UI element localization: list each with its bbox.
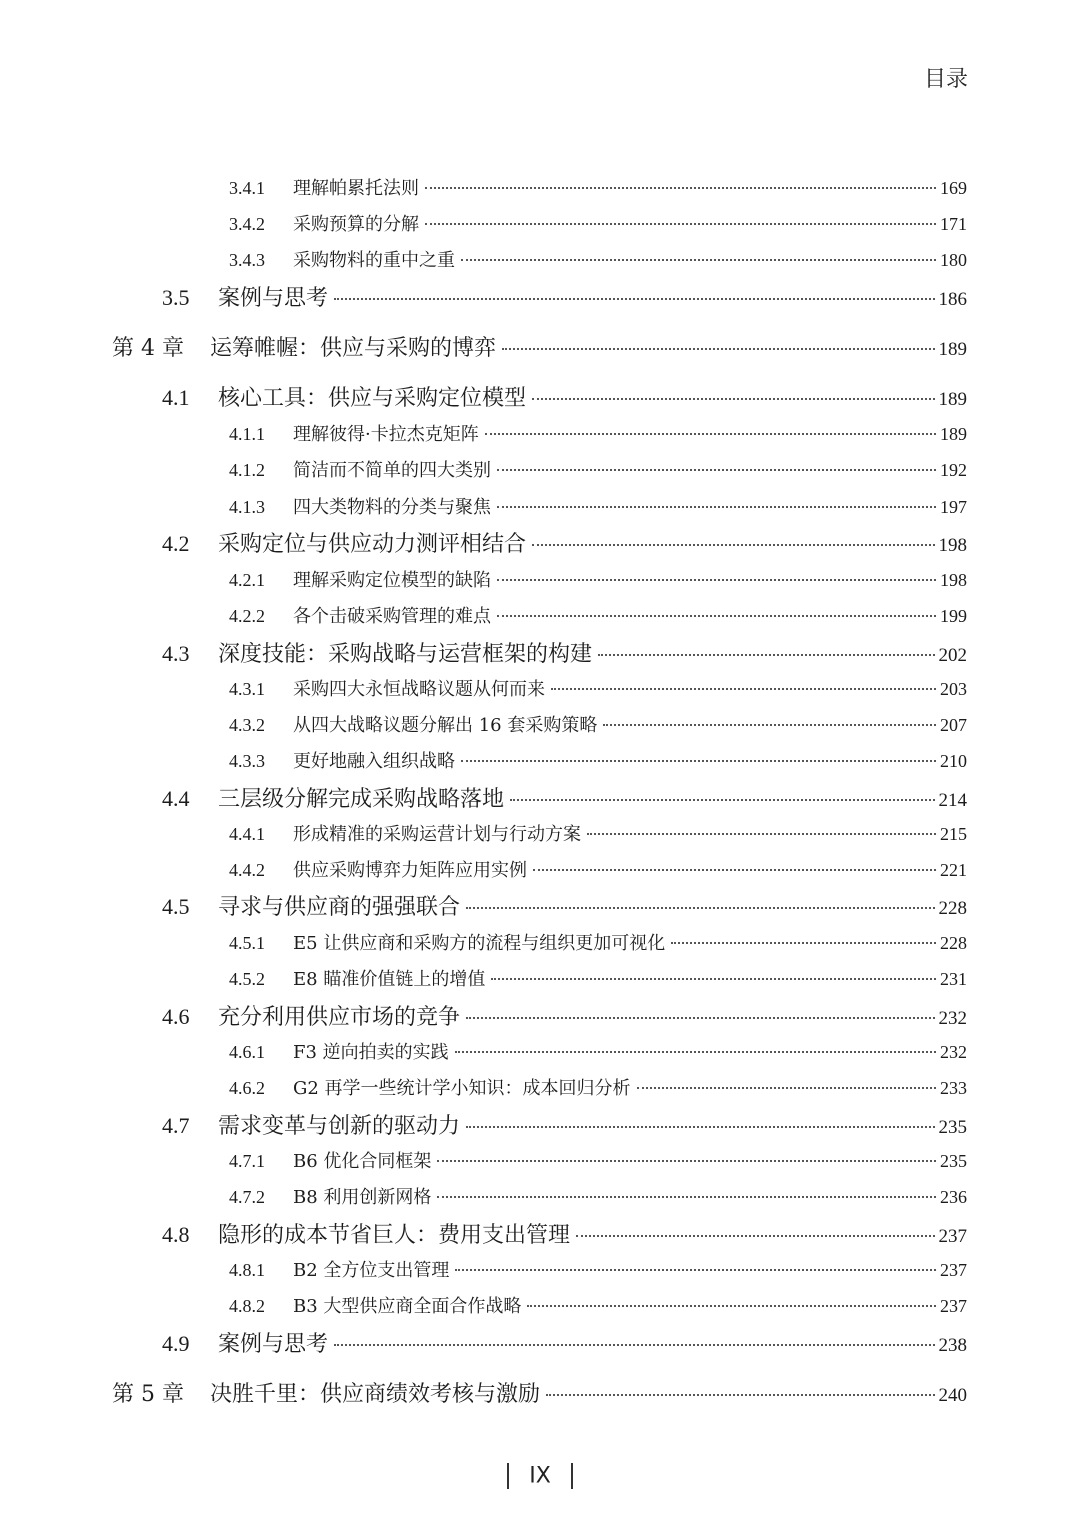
toc-leader-dots (425, 223, 936, 225)
toc-entry-page: 203 (940, 679, 967, 699)
toc-entry-page: 171 (940, 214, 967, 234)
toc-section-entry[interactable] (162, 1109, 967, 1140)
toc-leader-dots (425, 187, 936, 189)
toc-entry-number: 4.5.1 (229, 933, 265, 953)
toc-entry-title: 理解采购定位模型的缺陷 (293, 570, 491, 591)
toc-subsection-entry[interactable] (229, 1074, 967, 1100)
toc-leader-dots (455, 1051, 936, 1053)
footer-right-rule (571, 1463, 573, 1489)
toc-entry-number: 4.1.3 (229, 497, 265, 517)
toc-entry-title: 充分利用供应市场的竞争 (218, 1005, 461, 1030)
toc-subsection-entry[interactable] (229, 1292, 967, 1318)
toc-leader-dots (437, 1160, 936, 1162)
toc-entry-page: 192 (940, 460, 967, 480)
page-footer (0, 1463, 1080, 1489)
toc-entry-page: 221 (940, 860, 967, 880)
toc-entry-page: 240 (938, 1385, 967, 1406)
toc-entry-number: 4.2.2 (229, 606, 265, 626)
toc-section-entry[interactable] (162, 1327, 967, 1358)
toc-subsection-entry[interactable] (229, 1183, 967, 1209)
toc-entry-page: 169 (940, 178, 967, 198)
page-number: IX (529, 1463, 551, 1489)
toc-entry-number: 4.8 (162, 1222, 190, 1247)
toc-section-entry[interactable] (162, 782, 967, 813)
toc-entry-page: 202 (938, 645, 967, 666)
toc-entry-page: 236 (940, 1187, 967, 1207)
toc-entry-number: 第 5 章 (112, 1382, 184, 1407)
toc-leader-dots (461, 760, 936, 762)
toc-entry-title: 决胜千里：供应商绩效考核与激励 (210, 1382, 541, 1407)
toc-entry-title: E5 让供应商和采购方的流程与组织更加可视化 (293, 933, 666, 954)
toc-leader-dots (598, 654, 934, 656)
toc-entry-page: 197 (940, 497, 967, 517)
toc-entry-number: 3.4.3 (229, 250, 265, 270)
toc-entry-title: 四大类物料的分类与聚焦 (293, 497, 491, 518)
toc-chapter-entry[interactable] (112, 331, 967, 362)
toc-entry-number: 4.7.1 (229, 1151, 265, 1171)
toc-section-entry[interactable] (162, 1218, 967, 1249)
toc-entry-page: 231 (940, 969, 967, 989)
toc-entry-number: 4.7 (162, 1113, 190, 1138)
footer-left-rule (507, 1463, 509, 1489)
toc-subsection-entry[interactable] (229, 747, 967, 773)
toc-entry-page: 232 (940, 1042, 967, 1062)
toc-entry-page: 233 (940, 1078, 967, 1098)
toc-entry-page: 207 (940, 715, 967, 735)
toc-entry-title: 采购定位与供应动力测评相结合 (218, 532, 527, 557)
toc-entry-title: 隐形的成本节省巨人：费用支出管理 (218, 1223, 571, 1248)
toc-entry-title: 采购预算的分解 (293, 214, 419, 235)
toc-entry-title: 理解彼得·卡拉杰克矩阵 (293, 424, 479, 445)
toc-entry-number: 4.3.3 (229, 751, 265, 771)
toc-entry-number: 4.3 (162, 641, 190, 666)
toc-subsection-entry[interactable] (229, 675, 967, 701)
toc-entry-page: 198 (938, 535, 967, 556)
toc-entry-page: 198 (940, 570, 967, 590)
toc-entry-page: 235 (940, 1151, 967, 1171)
toc-entry-title: G2 再学一些统计学小知识：成本回归分析 (293, 1078, 631, 1099)
toc-entry-title: 更好地融入组织战略 (293, 751, 455, 772)
toc-leader-dots (551, 688, 936, 690)
toc-leader-dots (497, 579, 936, 581)
toc-entry-page: 235 (938, 1117, 967, 1138)
toc-entry-number: 4.4 (162, 786, 190, 811)
toc-entry-page: 238 (938, 1335, 967, 1356)
toc-entry-page: 199 (940, 606, 967, 626)
toc-entry-title: 各个击破采购管理的难点 (293, 606, 491, 627)
toc-entry-title: B8 利用创新网格 (293, 1187, 432, 1208)
toc-entry-title: 案例与思考 (218, 286, 329, 311)
toc-entry-number: 4.2 (162, 531, 190, 556)
toc-subsection-entry[interactable] (229, 1147, 967, 1173)
toc-entry-page: 189 (940, 424, 967, 444)
toc-entry-page: 228 (938, 898, 967, 919)
toc-entry-page: 210 (940, 751, 967, 771)
toc-subsection-entry[interactable] (229, 246, 967, 272)
toc-entry-page: 189 (938, 389, 967, 410)
toc-entry-number: 3.4.1 (229, 178, 265, 198)
toc-entry-number: 4.1.1 (229, 424, 265, 444)
toc-section-entry[interactable] (162, 281, 967, 312)
toc-entry-title: 简洁而不简单的四大类别 (293, 460, 491, 481)
toc-entry-number: 4.4.2 (229, 860, 265, 880)
toc-entry-number: 4.4.1 (229, 824, 265, 844)
toc-leader-dots (587, 833, 936, 835)
toc-subsection-entry[interactable] (229, 820, 967, 846)
toc-entry-number: 4.2.1 (229, 570, 265, 590)
toc-entry-page: 237 (940, 1296, 967, 1316)
toc-entry-title: 形成精准的采购运营计划与行动方案 (293, 824, 581, 845)
toc-subsection-entry[interactable] (229, 493, 967, 519)
toc-entry-title: 案例与思考 (218, 1332, 329, 1357)
toc-leader-dots (502, 348, 934, 350)
toc-leader-dots (497, 506, 936, 508)
toc-entry-title: 采购物料的重中之重 (293, 250, 455, 271)
toc-entry-number: 4.3.1 (229, 679, 265, 699)
toc-entry-title: 核心工具：供应与采购定位模型 (218, 386, 527, 411)
toc-entry-title: 寻求与供应商的强强联合 (218, 895, 461, 920)
toc-entry-number: 4.6.2 (229, 1078, 265, 1098)
toc-section-entry[interactable] (162, 890, 967, 921)
toc-leader-dots (437, 1196, 936, 1198)
toc-entry-page: 215 (940, 824, 967, 844)
toc-subsection-entry[interactable] (229, 602, 967, 628)
toc-entry-number: 4.8.2 (229, 1296, 265, 1316)
toc-entry-page: 214 (938, 790, 967, 811)
toc-entry-number: 3.5 (162, 285, 190, 310)
toc-subsection-entry[interactable] (229, 1256, 967, 1282)
toc-leader-dots (546, 1394, 934, 1396)
toc-entry-page: 186 (938, 289, 967, 310)
toc-subsection-entry[interactable] (229, 420, 967, 446)
toc-leader-dots (334, 1344, 934, 1346)
toc-entry-number: 4.9 (162, 1331, 190, 1356)
toc-subsection-entry[interactable] (229, 929, 967, 955)
toc-subsection-entry[interactable] (229, 174, 967, 200)
toc-leader-dots (334, 298, 934, 300)
toc-leader-dots (497, 615, 936, 617)
toc-leader-dots (671, 942, 936, 944)
toc-subsection-entry[interactable] (229, 856, 967, 882)
toc-entry-page: 189 (938, 339, 967, 360)
toc-chapter-entry[interactable] (112, 1377, 967, 1408)
toc-entry-number: 4.5 (162, 894, 190, 919)
toc-leader-dots (491, 978, 936, 980)
toc-entry-title: 需求变革与创新的驱动力 (218, 1114, 461, 1139)
toc-leader-dots (576, 1235, 934, 1237)
toc-leader-dots (466, 1017, 934, 1019)
toc-entry-number: 4.5.2 (229, 969, 265, 989)
toc-entry-title: E8 瞄准价值链上的增值 (293, 969, 486, 990)
toc-section-entry[interactable] (162, 1000, 967, 1031)
toc-entry-page: 237 (940, 1260, 967, 1280)
toc-section-entry[interactable] (162, 637, 967, 668)
toc-subsection-entry[interactable] (229, 965, 967, 991)
toc-entry-title: 采购四大永恒战略议题从何而来 (293, 679, 545, 700)
toc-subsection-entry[interactable] (229, 566, 967, 592)
toc-entry-number: 4.1 (162, 385, 190, 410)
toc-leader-dots (455, 1269, 936, 1271)
toc-leader-dots (461, 259, 936, 261)
toc-subsection-entry[interactable] (229, 711, 967, 737)
page-header-title: 目录 (923, 67, 968, 92)
toc-entry-page: 237 (938, 1226, 967, 1247)
toc-entry-title: B6 优化合同框架 (293, 1151, 432, 1172)
toc-entry-page: 232 (938, 1008, 967, 1029)
toc-entry-number: 第 4 章 (112, 336, 184, 361)
toc-entry-title: 理解帕累托法则 (293, 178, 419, 199)
toc-leader-dots (466, 907, 934, 909)
toc-entry-page: 180 (940, 250, 967, 270)
toc-entry-title: B3 大型供应商全面合作战略 (293, 1296, 522, 1317)
toc-leader-dots (532, 398, 934, 400)
toc-entry-number: 4.6 (162, 1004, 190, 1029)
toc-entry-title: 运筹帷幄：供应与采购的博弈 (210, 336, 497, 361)
toc-entry-number: 4.8.1 (229, 1260, 265, 1280)
toc-entry-title: B2 全方位支出管理 (293, 1260, 450, 1281)
toc-leader-dots (510, 799, 934, 801)
toc-entry-title: 三层级分解完成采购战略落地 (218, 787, 505, 812)
toc-entry-number: 4.1.2 (229, 460, 265, 480)
toc-leader-dots (533, 869, 936, 871)
toc-entry-title: 从四大战略议题分解出 16 套采购策略 (293, 715, 598, 736)
toc-leader-dots (532, 544, 934, 546)
toc-entry-title: 深度技能：采购战略与运营框架的构建 (218, 642, 593, 667)
toc-entry-page: 228 (940, 933, 967, 953)
toc-leader-dots (527, 1305, 936, 1307)
toc-section-entry[interactable] (162, 527, 967, 558)
toc-leader-dots (466, 1126, 934, 1128)
toc-leader-dots (637, 1087, 936, 1089)
toc-subsection-entry[interactable] (229, 210, 967, 236)
toc-entry-number: 4.6.1 (229, 1042, 265, 1062)
toc-subsection-entry[interactable] (229, 1038, 967, 1064)
toc-entry-number: 4.3.2 (229, 715, 265, 735)
toc-leader-dots (485, 433, 936, 435)
toc-entry-title: 供应采购博弈力矩阵应用实例 (293, 860, 527, 881)
toc-leader-dots (603, 724, 936, 726)
toc-section-entry[interactable] (162, 381, 967, 412)
toc-subsection-entry[interactable] (229, 456, 967, 482)
toc-leader-dots (497, 469, 936, 471)
toc-entry-title: F3 逆向拍卖的实践 (293, 1042, 449, 1063)
toc-entry-number: 4.7.2 (229, 1187, 265, 1207)
toc-entry-number: 3.4.2 (229, 214, 265, 234)
